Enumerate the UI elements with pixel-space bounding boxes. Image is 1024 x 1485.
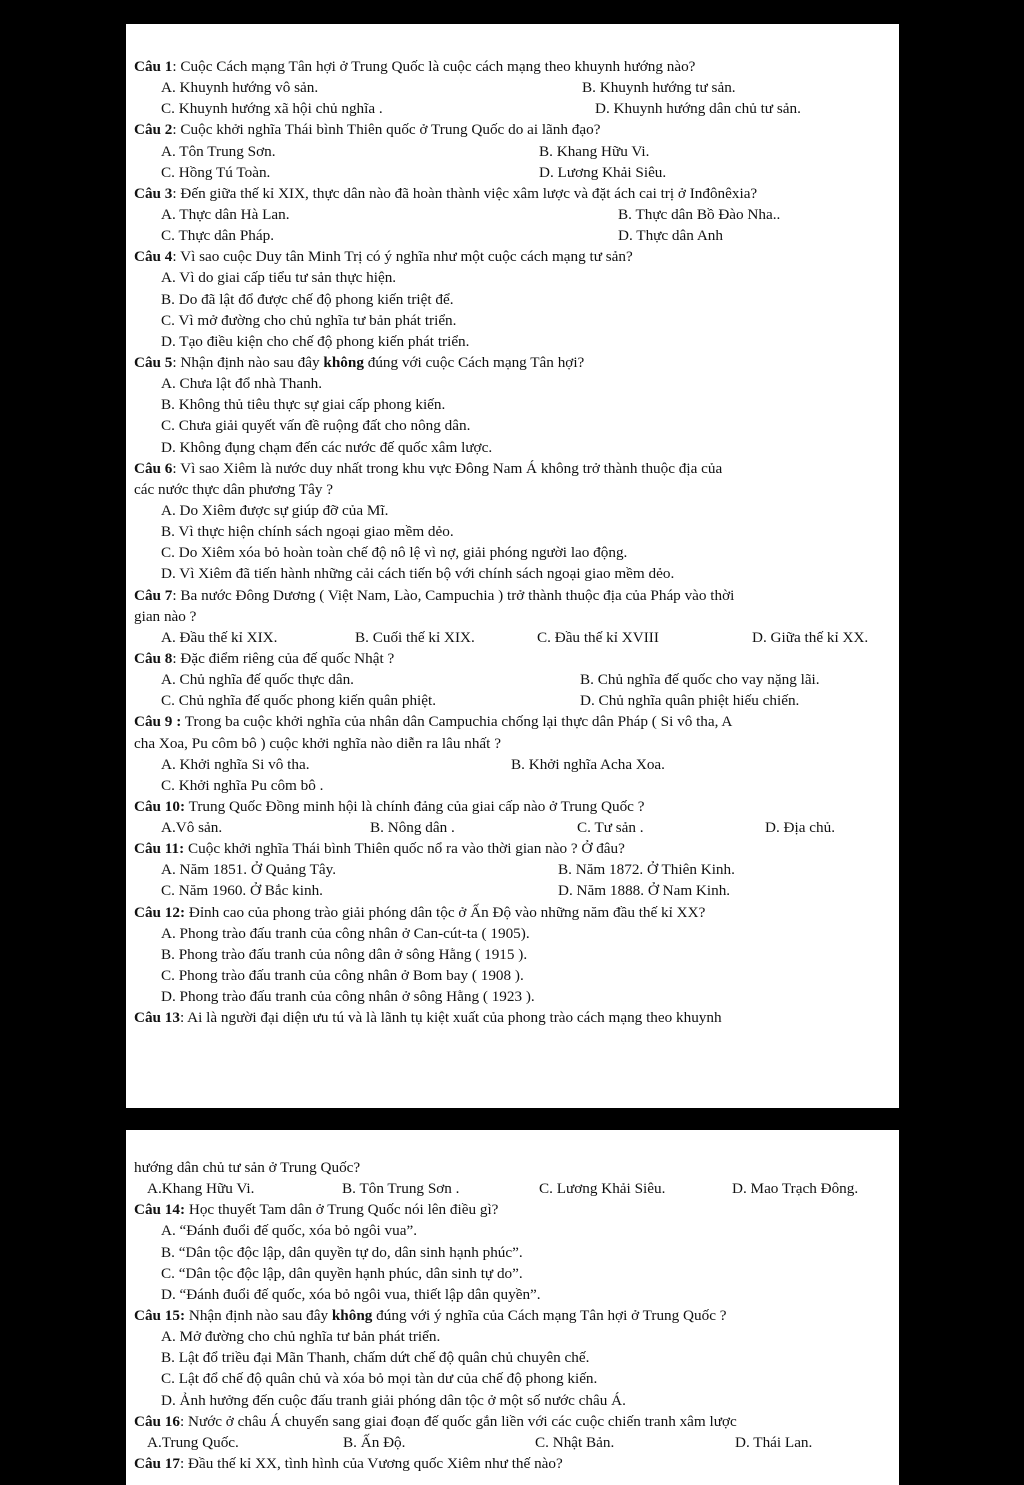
option-c: C. Tư sản . [577, 819, 644, 837]
question-2-options-ab [134, 141, 899, 162]
option-a: A. “Đánh đuổi đế quốc, xóa bỏ ngôi vua”. [161, 1222, 418, 1240]
option-b: B. Thực dân Bồ Đào Nha.. [618, 205, 781, 223]
option-a: A. Chưa lật đổ nhà Thanh. [161, 375, 323, 393]
option-a: A. Vì do giai cấp tiểu tư sản thực hiện. [161, 269, 397, 287]
option-d: D. Tạo điều kiện cho chế độ phong kiến phát triển. [161, 332, 470, 350]
option-d: D. Năm 1888. Ở Nam Kinh. [558, 882, 731, 900]
option-b: B. Khang Hữu Vi. [539, 142, 650, 160]
question-4: Câu 4: Vì sao cuộc Duy tân Minh Trị có ý nghĩa như một cuộc cách mạng tư sản? [134, 248, 633, 266]
option-c: C. Vì mở đường cho chủ nghĩa tư bản phát triển. [161, 311, 457, 329]
question-13-options [134, 1178, 899, 1199]
option-b: B. Nông dân . [370, 819, 455, 837]
question-6: Câu 6: Vì sao Xiêm là nước duy nhất trong khu vực Đông Nam Á không trở thành thuộc địa của [134, 459, 723, 477]
option-a: A.Trung Quốc. [147, 1433, 239, 1451]
option-b: B. “Dân tộc độc lập, dân quyền tự do, dân sinh hạnh phúc”. [161, 1243, 523, 1261]
option-b: B. Cuối thế kỉ XIX. [355, 628, 475, 646]
option-b: B. Khởi nghĩa Acha Xoa. [511, 755, 665, 773]
option-a: A. Đầu thế kỉ XIX. [161, 628, 278, 646]
question-9-continued: cha Xoa, Pu côm bô ) cuộc khởi nghĩa nào diễn ra lâu nhất ? [134, 734, 501, 752]
option-d: D. Chủ nghĩa quân phiệt hiếu chiến. [580, 692, 800, 710]
exam-page-2 [126, 1130, 899, 1485]
option-b: B. Tôn Trung Sơn . [342, 1180, 460, 1198]
option-c: C. Đầu thế kỉ XVIII [537, 628, 659, 646]
option-c: C. Chủ nghĩa đế quốc phong kiến quân phiệt. [161, 692, 437, 710]
question-14: Câu 14: Học thuyết Tam dân ở Trung Quốc nói lên điều gì? [134, 1201, 499, 1219]
option-c: C. Lật đổ chế độ quân chủ và xóa bỏ mọi tàn dư của chế độ phong kiến. [161, 1370, 598, 1388]
question-10: Câu 10: Trung Quốc Đồng minh hội là chính đảng của giai cấp nào ở Trung Quốc ? [134, 797, 645, 815]
option-d: D. Địa chủ. [765, 819, 836, 837]
question-2: Câu 2: Cuộc khởi nghĩa Thái bình Thiên quốc ở Trung Quốc do ai lãnh đạo? [134, 121, 601, 139]
option-b: B. Lật đổ triều đại Mãn Thanh, chấm dứt chế độ quân chủ chuyên chế. [161, 1349, 590, 1367]
option-c: C. Khởi nghĩa Pu côm bô . [161, 776, 324, 794]
option-c: C. Hồng Tú Toàn. [161, 163, 271, 181]
question-7-continued: gian nào ? [134, 607, 197, 625]
option-c: C. Nhật Bản. [535, 1433, 615, 1451]
option-d: D. Khuynh hướng dân chủ tư sản. [595, 100, 801, 118]
option-c: C. Thực dân Pháp. [161, 227, 274, 245]
question-9-options-ab [134, 754, 899, 775]
question-2-options-cd [134, 162, 899, 183]
option-b: B. Khuynh hướng tư sản. [582, 79, 736, 97]
page-1-content [134, 56, 899, 1028]
option-a: A. Thực dân Hà Lan. [161, 205, 290, 223]
question-12: Câu 12: Đỉnh cao của phong trào giải phóng dân tộc ở Ấn Độ vào những năm đầu thế kỉ XX? [134, 903, 706, 921]
option-d: D. Thái Lan. [735, 1433, 813, 1451]
option-b: B. Chủ nghĩa đế quốc cho vay nặng lãi. [580, 671, 820, 689]
option-c: C. Chưa giải quyết vấn đề ruộng đất cho nông dân. [161, 417, 471, 435]
page-2-content [134, 1157, 899, 1474]
option-a: A. Do Xiêm được sự giúp đỡ của Mĩ. [161, 501, 389, 519]
question-8-options-cd [134, 690, 899, 711]
option-b: B. Năm 1872. Ở Thiên Kinh. [558, 861, 735, 879]
option-c: C. Khuynh hướng xã hội chủ nghĩa . [161, 100, 383, 118]
exam-page-1 [126, 24, 899, 1108]
option-c: C. “Dân tộc độc lập, dân quyền hạnh phúc, dân sinh tự do”. [161, 1264, 523, 1282]
question-7-options [134, 627, 899, 648]
question-1: Câu 1: Cuộc Cách mạng Tân hợi ở Trung Quốc là cuộc cách mạng theo khuynh hướng nào? [134, 58, 696, 75]
question-7: Câu 7: Ba nước Đông Dương ( Việt Nam, Lào, Campuchia ) trở thành thuộc địa của Pháp vào thời [134, 586, 735, 604]
question-13-continued: hướng dân chủ tư sản ở Trung Quốc? [134, 1159, 361, 1176]
option-c: C. Phong trào đấu tranh của công nhân ở Bom bay ( 1908 ). [161, 967, 524, 985]
option-c: C. Do Xiêm xóa bỏ hoàn toàn chế độ nô lệ vì nợ, giải phóng người lao động. [161, 544, 628, 562]
question-17: Câu 17: Đầu thế kỉ XX, tình hình của Vương quốc Xiêm như thế nào? [134, 1454, 563, 1472]
question-3-options-cd [134, 225, 899, 246]
question-3: Câu 3: Đến giữa thế kỉ XIX, thực dân nào đã hoàn thành việc xâm lược và đặt ách cai trị ở Inđônêxia? [134, 184, 758, 202]
question-13: Câu 13: Ai là người đại diện ưu tú và là lãnh tụ kiệt xuất của phong trào cách mạng theo khuynh [134, 1009, 722, 1027]
question-3-options-ab [134, 204, 899, 225]
question-1-options-ab [134, 77, 899, 98]
option-a: A.Khang Hữu Vi. [147, 1180, 255, 1198]
option-a: A. Khởi nghĩa Si vô tha. [161, 755, 310, 773]
question-8: Câu 8: Đặc điểm riêng của đế quốc Nhật ? [134, 649, 395, 667]
question-9: Câu 9 : Trong ba cuộc khởi nghĩa của nhân dân Campuchia chống lại thực dân Pháp ( Si vô tha, A [134, 713, 733, 731]
option-a: A. Chủ nghĩa đế quốc thực dân. [161, 671, 354, 689]
option-c: C. Năm 1960. Ở Bắc kinh. [161, 882, 323, 900]
option-d: D. Giữa thế kỉ XX. [752, 628, 869, 646]
option-d: D. Vì Xiêm đã tiến hành những cải cách tiến bộ với chính sách ngoại giao mềm dẻo. [161, 565, 675, 583]
question-15: Câu 15: Nhận định nào sau đây không đúng với ý nghĩa của Cách mạng Tân hợi ở Trung Quốc ? [134, 1306, 727, 1324]
option-d: D. Phong trào đấu tranh của công nhân ở sông Hằng ( 1923 ). [161, 988, 535, 1006]
option-a: A. Phong trào đấu tranh của công nhân ở Can-cút-ta ( 1905). [161, 924, 530, 942]
question-5: Câu 5: Nhận định nào sau đây không đúng với cuộc Cách mạng Tân hợi? [134, 353, 585, 371]
option-d: D. “Đánh đuổi đế quốc, xóa bỏ ngôi vua, thiết lập dân quyền”. [161, 1285, 541, 1303]
question-1-options-cd [134, 98, 899, 119]
question-11-options-ab [134, 859, 899, 880]
option-a: A. Năm 1851. Ở Quảng Tây. [161, 861, 337, 879]
option-a: A. Tôn Trung Sơn. [161, 142, 276, 160]
option-d: D. Lương Khải Siêu. [539, 163, 667, 181]
option-b: B. Do đã lật đổ được chế độ phong kiến triệt để. [161, 290, 454, 308]
option-d: D. Ảnh hưởng đến cuộc đấu tranh giải phóng dân tộc ở một số nước châu Á. [161, 1391, 626, 1409]
option-b: B. Không thủ tiêu thực sự giai cấp phong kiến. [161, 396, 446, 414]
question-11-options-cd [134, 880, 899, 901]
question-16-options [134, 1432, 899, 1453]
option-d: D. Thực dân Anh [618, 227, 723, 245]
option-b: B. Vì thực hiện chính sách ngoại giao mềm dẻo. [161, 523, 454, 541]
option-a: A.Vô sản. [161, 819, 223, 837]
option-d: D. Mao Trạch Đông. [732, 1180, 859, 1198]
option-b: B. Ấn Độ. [343, 1433, 406, 1451]
option-c: C. Lương Khải Siêu. [539, 1180, 666, 1198]
question-6-continued: các nước thực dân phương Tây ? [134, 480, 334, 498]
question-16: Câu 16: Nước ở châu Á chuyển sang giai đoạn đế quốc gắn liền với các cuộc chiến tranh xâm lược [134, 1412, 737, 1430]
question-10-options [134, 817, 899, 838]
option-a: A. Khuynh hướng vô sản. [161, 79, 319, 97]
option-a: A. Mở đường cho chủ nghĩa tư bản phát triển. [161, 1328, 441, 1346]
option-d: D. Không đụng chạm đến các nước đế quốc xâm lược. [161, 438, 493, 456]
question-8-options-ab [134, 669, 899, 690]
option-b: B. Phong trào đấu tranh của nông dân ở sông Hằng ( 1915 ). [161, 945, 528, 963]
question-11: Câu 11: Cuộc khởi nghĩa Thái bình Thiên quốc nổ ra vào thời gian nào ? Ở đâu? [134, 840, 625, 858]
